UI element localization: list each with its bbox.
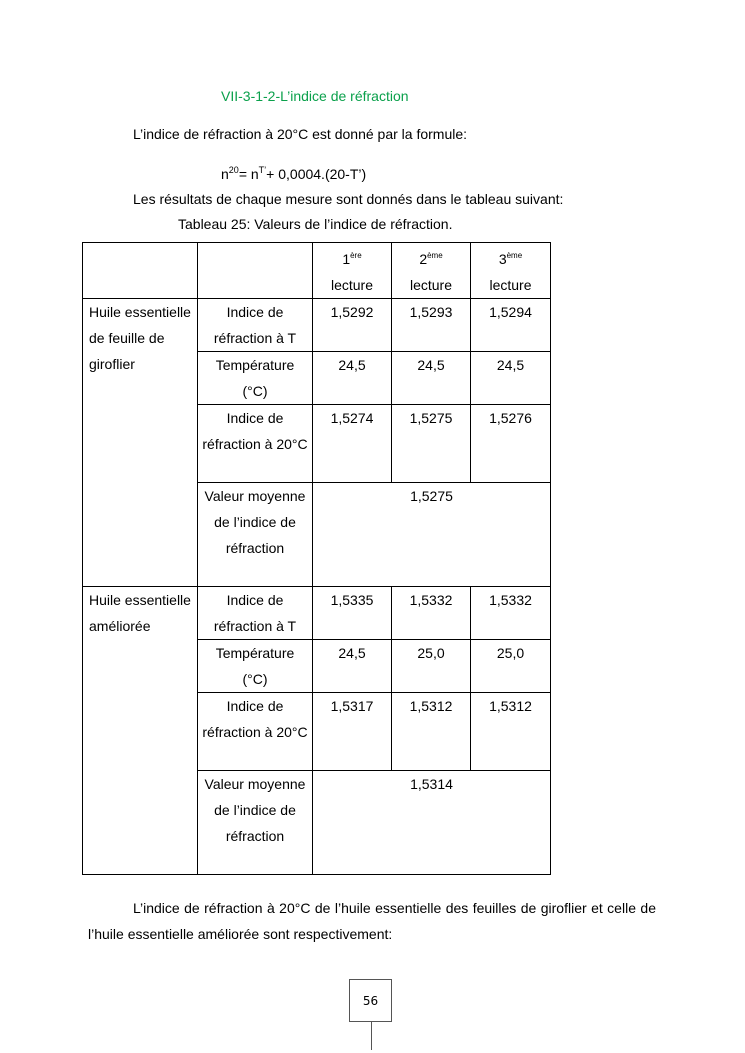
- mean-value: 1,5275: [313, 483, 551, 587]
- header-reading-2: 2ème lecture: [392, 243, 471, 299]
- cell-value: 1,5274: [313, 405, 392, 483]
- header-reading-1: 1ère lecture: [313, 243, 392, 299]
- results-intro: Les résultats de chaque mesure sont donnés dans le tableau suivant:: [133, 191, 564, 207]
- cell-value: 24,5: [471, 352, 551, 405]
- page-number-line: [371, 1022, 372, 1050]
- cell-value: 1,5275: [392, 405, 471, 483]
- page-number: 56: [349, 979, 392, 1022]
- cell-value: 24,5: [313, 640, 392, 693]
- empty-header-cell: [83, 243, 198, 299]
- cell-value: 1,5335: [313, 587, 392, 640]
- table-row: [83, 587, 551, 640]
- cell-value: 1,5293: [392, 299, 471, 352]
- row-label: Indice de réfraction à 20°C: [198, 693, 313, 771]
- cell-value: 1,5317: [313, 693, 392, 771]
- row-label: Température (°C): [198, 352, 313, 405]
- conclusion-text: L’indice de réfraction à 20°C de l’huile essentielle des feuilles de giroflier et celle de l’huile essentielle améliorée sont respectivement:: [88, 900, 656, 942]
- row-label: Température (°C): [198, 640, 313, 693]
- group-name-amelioree: Huile essentielle améliorée: [83, 587, 198, 875]
- cell-value: 1,5312: [392, 693, 471, 771]
- empty-header-cell: [198, 243, 313, 299]
- cell-value: 1,5332: [471, 587, 551, 640]
- table-row: [83, 299, 551, 352]
- formula-rest: + 0,0004.(20-T’): [266, 166, 367, 182]
- formula-n: n: [221, 166, 229, 182]
- formula-mid: = n: [238, 166, 259, 182]
- mean-label: Valeur moyenne de l’indice de réfraction: [198, 771, 313, 875]
- table-caption: Tableau 25: Valeurs de l’indice de réfraction.: [178, 216, 453, 232]
- cell-value: 1,5294: [471, 299, 551, 352]
- table-header-row: [83, 243, 551, 299]
- mean-label: Valeur moyenne de l’indice de réfraction: [198, 483, 313, 587]
- header-reading-3: 3ème lecture: [471, 243, 551, 299]
- refraction-table: [82, 242, 551, 875]
- group-name-giroflier: Huile essentielle de feuille de giroflier: [83, 299, 198, 587]
- cell-value: 25,0: [471, 640, 551, 693]
- formula-sup-t: T’: [258, 165, 267, 175]
- cell-value: 1,5276: [471, 405, 551, 483]
- row-label: Indice de réfraction à 20°C: [198, 405, 313, 483]
- cell-value: 1,5312: [471, 693, 551, 771]
- conclusion-paragraph: [88, 895, 656, 947]
- row-label: Indice de réfraction à T: [198, 587, 313, 640]
- row-label: Indice de réfraction à T: [198, 299, 313, 352]
- section-title: VII-3-1-2-L’indice de réfraction: [221, 88, 409, 104]
- cell-value: 24,5: [392, 352, 471, 405]
- refraction-formula: [221, 165, 366, 182]
- cell-value: 1,5332: [392, 587, 471, 640]
- cell-value: 1,5292: [313, 299, 392, 352]
- mean-value: 1,5314: [313, 771, 551, 875]
- cell-value: 25,0: [392, 640, 471, 693]
- cell-value: 24,5: [313, 352, 392, 405]
- intro-text: L’indice de réfraction à 20°C est donné par la formule:: [133, 126, 468, 142]
- formula-sup-20: 20: [228, 165, 239, 175]
